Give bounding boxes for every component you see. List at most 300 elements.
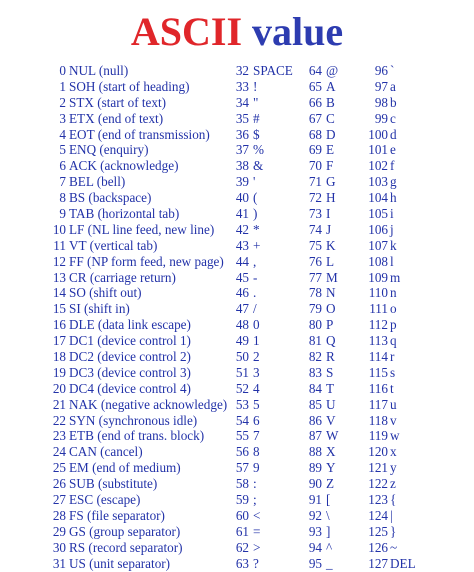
ascii-code: 91 <box>308 492 322 508</box>
ascii-code: 74 <box>308 221 322 237</box>
ascii-code: 68 <box>308 126 322 142</box>
ascii-character: 3 <box>253 364 260 380</box>
ascii-entry <box>282 412 336 429</box>
ascii-code: 36 <box>235 126 249 142</box>
ascii-entry <box>205 174 256 190</box>
ascii-character: R <box>326 349 335 365</box>
ascii-code: 52 <box>235 380 249 396</box>
ascii-character: s <box>390 364 396 380</box>
ascii-code: 113 <box>368 333 388 349</box>
ascii-character: " <box>253 94 259 110</box>
table-row <box>0 413 474 429</box>
ascii-entry <box>205 63 293 79</box>
table-row <box>0 317 474 333</box>
ascii-code: 59 <box>235 492 249 508</box>
ascii-character: M <box>326 269 338 285</box>
ascii-code: 62 <box>235 539 249 555</box>
ascii-entry <box>205 492 257 508</box>
table-row <box>0 556 474 572</box>
ascii-code: 73 <box>308 206 322 222</box>
ascii-entry <box>30 63 129 79</box>
ascii-character: EOT (end of transmission) <box>69 126 210 142</box>
ascii-code: 39 <box>235 174 249 190</box>
ascii-character: p <box>390 317 397 333</box>
ascii-entry <box>340 539 398 556</box>
ascii-entry <box>340 110 396 127</box>
ascii-entry <box>282 174 336 190</box>
ascii-character: z <box>390 476 396 492</box>
ascii-character: ESC (escape) <box>69 492 141 508</box>
ascii-entry <box>30 444 143 460</box>
ascii-entry <box>282 396 336 413</box>
ascii-code: 80 <box>308 317 322 333</box>
ascii-character: { <box>390 492 397 508</box>
ascii-entry <box>205 460 260 476</box>
ascii-entry <box>205 412 260 429</box>
ascii-character: SUB (substitute) <box>69 476 158 492</box>
ascii-character: SO (shift out) <box>69 285 142 301</box>
ascii-entry <box>340 237 397 254</box>
ascii-character: c <box>390 110 396 126</box>
ascii-code: 0 <box>59 63 66 78</box>
ascii-character: x <box>390 444 397 460</box>
ascii-entry <box>30 460 181 476</box>
ascii-entry <box>205 476 257 492</box>
ascii-character: US (unit separator) <box>69 555 171 571</box>
ascii-entry <box>340 221 394 238</box>
ascii-character: ' <box>253 174 256 190</box>
table-row <box>0 254 474 270</box>
ascii-entry <box>30 253 224 270</box>
ascii-character: ! <box>253 78 258 94</box>
ascii-entry <box>205 317 260 333</box>
ascii-entry <box>340 476 396 492</box>
ascii-character: | <box>390 507 393 523</box>
ascii-character: STX (start of text) <box>69 94 167 110</box>
ascii-character: < <box>253 507 261 523</box>
ascii-entry <box>282 460 336 476</box>
ascii-entry <box>282 94 335 111</box>
ascii-entry <box>30 285 142 301</box>
ascii-entry <box>30 158 179 174</box>
ascii-code: 21 <box>52 396 66 412</box>
ascii-character: ` <box>390 63 395 78</box>
ascii-character: V <box>326 412 336 428</box>
ascii-entry <box>205 158 264 174</box>
ascii-character: G <box>326 174 336 190</box>
ascii-character: - <box>253 269 258 285</box>
ascii-entry <box>30 206 180 222</box>
table-row <box>0 397 474 413</box>
ascii-character: ETB (end of trans. block) <box>69 428 205 444</box>
ascii-entry <box>205 206 258 222</box>
page-title <box>0 6 474 58</box>
ascii-entry <box>282 317 334 333</box>
ascii-code: 75 <box>308 237 322 253</box>
table-row <box>0 524 474 540</box>
ascii-code: 123 <box>368 492 388 508</box>
table-row <box>0 428 474 444</box>
ascii-code: 109 <box>368 269 388 285</box>
ascii-entry <box>282 142 335 158</box>
ascii-code: 85 <box>308 396 322 412</box>
ascii-code: 119 <box>368 428 388 444</box>
ascii-entry <box>205 142 264 158</box>
ascii-code: 38 <box>235 158 249 174</box>
ascii-code: 10 <box>52 221 66 237</box>
ascii-code: 105 <box>368 206 388 222</box>
table-row <box>0 222 474 238</box>
ascii-code: 57 <box>235 460 249 476</box>
ascii-entry <box>30 539 183 556</box>
ascii-code: 18 <box>52 349 66 365</box>
ascii-entry <box>282 63 339 79</box>
ascii-code: 20 <box>52 380 66 396</box>
ascii-entry <box>282 206 331 222</box>
ascii-character: Y <box>326 460 336 476</box>
ascii-character: 9 <box>253 460 260 476</box>
table-row <box>0 142 474 158</box>
ascii-character: RS (record separator) <box>69 539 183 555</box>
ascii-entry <box>282 428 339 444</box>
ascii-entry <box>205 285 257 301</box>
ascii-character: ( <box>253 190 258 206</box>
ascii-code: 23 <box>52 428 66 444</box>
ascii-code: 90 <box>308 476 322 492</box>
ascii-entry <box>205 110 260 127</box>
ascii-code: 107 <box>368 237 388 253</box>
ascii-code: 121 <box>368 460 388 476</box>
ascii-character: 1 <box>253 333 260 349</box>
ascii-code: 25 <box>52 460 66 476</box>
table-row <box>0 111 474 127</box>
ascii-character: n <box>390 285 397 301</box>
ascii-character: } <box>390 523 397 539</box>
ascii-character: j <box>390 221 394 237</box>
ascii-entry <box>205 78 258 95</box>
ascii-character: $ <box>253 126 260 142</box>
ascii-code: 67 <box>308 110 322 126</box>
table-row <box>0 190 474 206</box>
ascii-code: 108 <box>368 253 388 269</box>
ascii-character: 0 <box>253 317 260 333</box>
ascii-entry <box>30 333 191 349</box>
ascii-code: 79 <box>308 301 322 317</box>
ascii-character: FF (NP form feed, new page) <box>69 253 224 269</box>
ascii-character: N <box>326 285 336 301</box>
ascii-entry <box>340 412 397 429</box>
ascii-entry <box>282 364 334 381</box>
table-row <box>0 79 474 95</box>
ascii-entry <box>282 507 330 524</box>
ascii-code: 94 <box>308 539 322 555</box>
ascii-code: 70 <box>308 158 322 174</box>
ascii-entry <box>282 285 336 301</box>
ascii-entry <box>340 460 397 476</box>
ascii-code: 101 <box>368 142 388 158</box>
table-row <box>0 158 474 174</box>
ascii-entry <box>282 269 338 286</box>
ascii-code: 106 <box>368 221 388 237</box>
table-row <box>0 301 474 317</box>
ascii-entry <box>282 539 333 556</box>
table-row <box>0 492 474 508</box>
ascii-character: b <box>390 94 397 110</box>
ascii-entry <box>340 523 397 540</box>
ascii-code: 42 <box>235 221 249 237</box>
ascii-code: 99 <box>374 110 388 126</box>
ascii-character: BEL (bell) <box>69 174 126 190</box>
ascii-character: 2 <box>253 349 260 365</box>
ascii-character: NUL (null) <box>69 63 129 78</box>
ascii-character: DC2 (device control 2) <box>69 349 191 365</box>
ascii-entry <box>340 333 397 349</box>
ascii-character: SYN (synchronous idle) <box>69 412 198 428</box>
ascii-entry <box>30 190 152 206</box>
ascii-code: 96 <box>374 63 388 78</box>
ascii-entry <box>340 380 394 397</box>
ascii-character: _ <box>326 555 333 571</box>
ascii-character: f <box>390 158 395 174</box>
ascii-character: & <box>253 158 264 174</box>
ascii-character: C <box>326 110 335 126</box>
ascii-character: VT (vertical tab) <box>69 237 158 253</box>
ascii-code: 50 <box>235 349 249 365</box>
ascii-entry <box>30 126 210 143</box>
ascii-character: 7 <box>253 428 260 444</box>
ascii-code: 16 <box>52 317 66 333</box>
ascii-code: 30 <box>52 539 66 555</box>
ascii-code: 35 <box>235 110 249 126</box>
table-row <box>0 540 474 556</box>
ascii-code: 81 <box>308 333 322 349</box>
ascii-code: 102 <box>368 158 388 174</box>
ascii-code: 55 <box>235 428 249 444</box>
ascii-character: CR (carriage return) <box>69 269 176 285</box>
ascii-entry <box>282 380 335 397</box>
ascii-code: 111 <box>369 301 388 317</box>
ascii-character: S <box>326 364 334 380</box>
ascii-entry <box>30 380 191 397</box>
ascii-entry <box>340 206 394 222</box>
ascii-character: ? <box>253 555 259 571</box>
ascii-entry <box>30 269 176 286</box>
ascii-code: 83 <box>308 364 322 380</box>
ascii-entry <box>205 253 257 270</box>
ascii-character: q <box>390 333 397 349</box>
ascii-entry <box>30 221 215 238</box>
ascii-entry <box>282 444 336 460</box>
ascii-character: i <box>390 206 394 222</box>
ascii-code: 71 <box>308 174 322 190</box>
ascii-entry <box>340 492 397 508</box>
ascii-entry <box>30 364 191 381</box>
ascii-code: 63 <box>235 555 249 571</box>
ascii-entry <box>30 555 171 572</box>
ascii-character: w <box>390 428 400 444</box>
ascii-entry <box>205 428 260 444</box>
table-row <box>0 285 474 301</box>
ascii-code: 13 <box>52 269 66 285</box>
ascii-character: SI (shift in) <box>69 301 130 317</box>
ascii-entry <box>340 444 397 460</box>
ascii-character: ETX (end of text) <box>69 110 164 126</box>
table-row <box>0 444 474 460</box>
ascii-character: a <box>390 78 396 94</box>
table-row <box>0 508 474 524</box>
ascii-code: 118 <box>368 412 388 428</box>
table-row <box>0 270 474 286</box>
ascii-entry <box>30 301 130 317</box>
ascii-entry <box>30 476 158 492</box>
ascii-code: 87 <box>308 428 322 444</box>
ascii-code: 115 <box>368 364 388 380</box>
ascii-code: 11 <box>53 237 66 253</box>
ascii-entry <box>282 158 334 174</box>
ascii-code: 43 <box>235 237 249 253</box>
ascii-code: 46 <box>235 285 249 301</box>
ascii-character: * <box>253 221 260 237</box>
ascii-code: 56 <box>235 444 249 460</box>
ascii-code: 31 <box>52 555 66 571</box>
ascii-code: 120 <box>368 444 388 460</box>
ascii-code: 78 <box>308 285 322 301</box>
ascii-entry <box>205 555 259 572</box>
ascii-entry <box>205 126 260 143</box>
ascii-character: NAK (negative acknowledge) <box>69 396 228 412</box>
ascii-character: r <box>390 349 395 365</box>
table-row <box>0 174 474 190</box>
ascii-code: 114 <box>368 349 388 365</box>
ascii-character: e <box>390 142 396 158</box>
ascii-character: \ <box>326 507 330 523</box>
ascii-character: LF (NL line feed, new line) <box>69 221 215 237</box>
ascii-code: 45 <box>235 269 249 285</box>
ascii-entry <box>205 237 261 254</box>
ascii-character: L <box>326 253 335 269</box>
ascii-code: 95 <box>308 555 322 571</box>
ascii-entry <box>282 126 336 143</box>
ascii-code: 27 <box>52 492 66 508</box>
table-row <box>0 95 474 111</box>
ascii-entry <box>205 190 258 206</box>
ascii-entry <box>340 269 401 286</box>
ascii-character: 6 <box>253 412 260 428</box>
ascii-character: / <box>253 301 257 317</box>
table-row <box>0 333 474 349</box>
ascii-character: + <box>253 237 261 253</box>
ascii-entry <box>340 158 395 174</box>
ascii-entry <box>30 78 190 95</box>
ascii-code: 24 <box>52 444 66 460</box>
ascii-code: 58 <box>235 476 249 492</box>
ascii-entry <box>340 190 397 206</box>
ascii-entry <box>205 94 259 111</box>
ascii-code: 44 <box>235 253 249 269</box>
ascii-entry <box>340 396 397 413</box>
ascii-code: 29 <box>52 523 66 539</box>
ascii-character: GS (group separator) <box>69 523 181 539</box>
ascii-character: ENQ (enquiry) <box>69 142 149 158</box>
ascii-code: 53 <box>235 396 249 412</box>
ascii-code: 112 <box>368 317 388 333</box>
ascii-character: [ <box>326 492 331 508</box>
ascii-character: Z <box>326 476 335 492</box>
ascii-entry <box>30 428 205 444</box>
ascii-character: O <box>326 301 336 317</box>
ascii-code: 104 <box>368 190 388 206</box>
ascii-entry <box>340 253 394 270</box>
ascii-code: 3 <box>59 110 66 126</box>
ascii-character: h <box>390 190 397 206</box>
ascii-code: 127 <box>368 555 388 571</box>
ascii-entry <box>282 349 335 365</box>
table-row <box>0 127 474 143</box>
ascii-code: 88 <box>308 444 322 460</box>
table-row <box>0 238 474 254</box>
ascii-entry <box>282 78 336 95</box>
ascii-entry <box>340 126 397 143</box>
ascii-code: 5 <box>59 142 66 158</box>
ascii-code: 116 <box>368 380 388 396</box>
ascii-character: D <box>326 126 336 142</box>
ascii-character: . <box>253 285 257 301</box>
ascii-code: 33 <box>235 78 249 94</box>
ascii-character: SOH (start of heading) <box>69 78 190 94</box>
ascii-entry <box>30 412 198 429</box>
ascii-entry <box>205 349 260 365</box>
ascii-code: 26 <box>52 476 66 492</box>
ascii-character: k <box>390 237 397 253</box>
title-ascii: ASCII <box>130 9 243 54</box>
ascii-entry <box>340 94 397 111</box>
ascii-character: DC3 (device control 3) <box>69 364 191 380</box>
ascii-entry <box>205 444 260 460</box>
ascii-code: 84 <box>308 380 322 396</box>
ascii-character: 8 <box>253 444 260 460</box>
ascii-character: P <box>326 317 334 333</box>
ascii-entry <box>340 285 397 301</box>
ascii-code: 14 <box>52 285 66 301</box>
ascii-character: g <box>390 174 397 190</box>
ascii-character: @ <box>326 63 339 78</box>
ascii-character: U <box>326 396 336 412</box>
ascii-code: 22 <box>52 412 66 428</box>
table-row <box>0 460 474 476</box>
ascii-entry <box>282 110 335 127</box>
ascii-character: TAB (horizontal tab) <box>69 206 180 222</box>
ascii-character: = <box>253 523 261 539</box>
ascii-code: 37 <box>235 142 249 158</box>
ascii-character: E <box>326 142 335 158</box>
ascii-entry <box>282 221 332 238</box>
ascii-character: % <box>253 142 264 158</box>
ascii-character: B <box>326 94 335 110</box>
ascii-entry <box>205 221 260 238</box>
ascii-table <box>0 63 474 572</box>
ascii-code: 9 <box>59 206 66 222</box>
ascii-character: ) <box>253 206 258 222</box>
ascii-entry <box>340 507 393 524</box>
ascii-code: 60 <box>235 507 249 523</box>
ascii-character: ACK (acknowledge) <box>69 158 179 174</box>
ascii-code: 65 <box>308 78 322 94</box>
ascii-character: W <box>326 428 339 444</box>
ascii-character: o <box>390 301 397 317</box>
ascii-entry <box>282 301 336 317</box>
ascii-entry <box>282 476 335 492</box>
ascii-character: m <box>390 269 401 285</box>
